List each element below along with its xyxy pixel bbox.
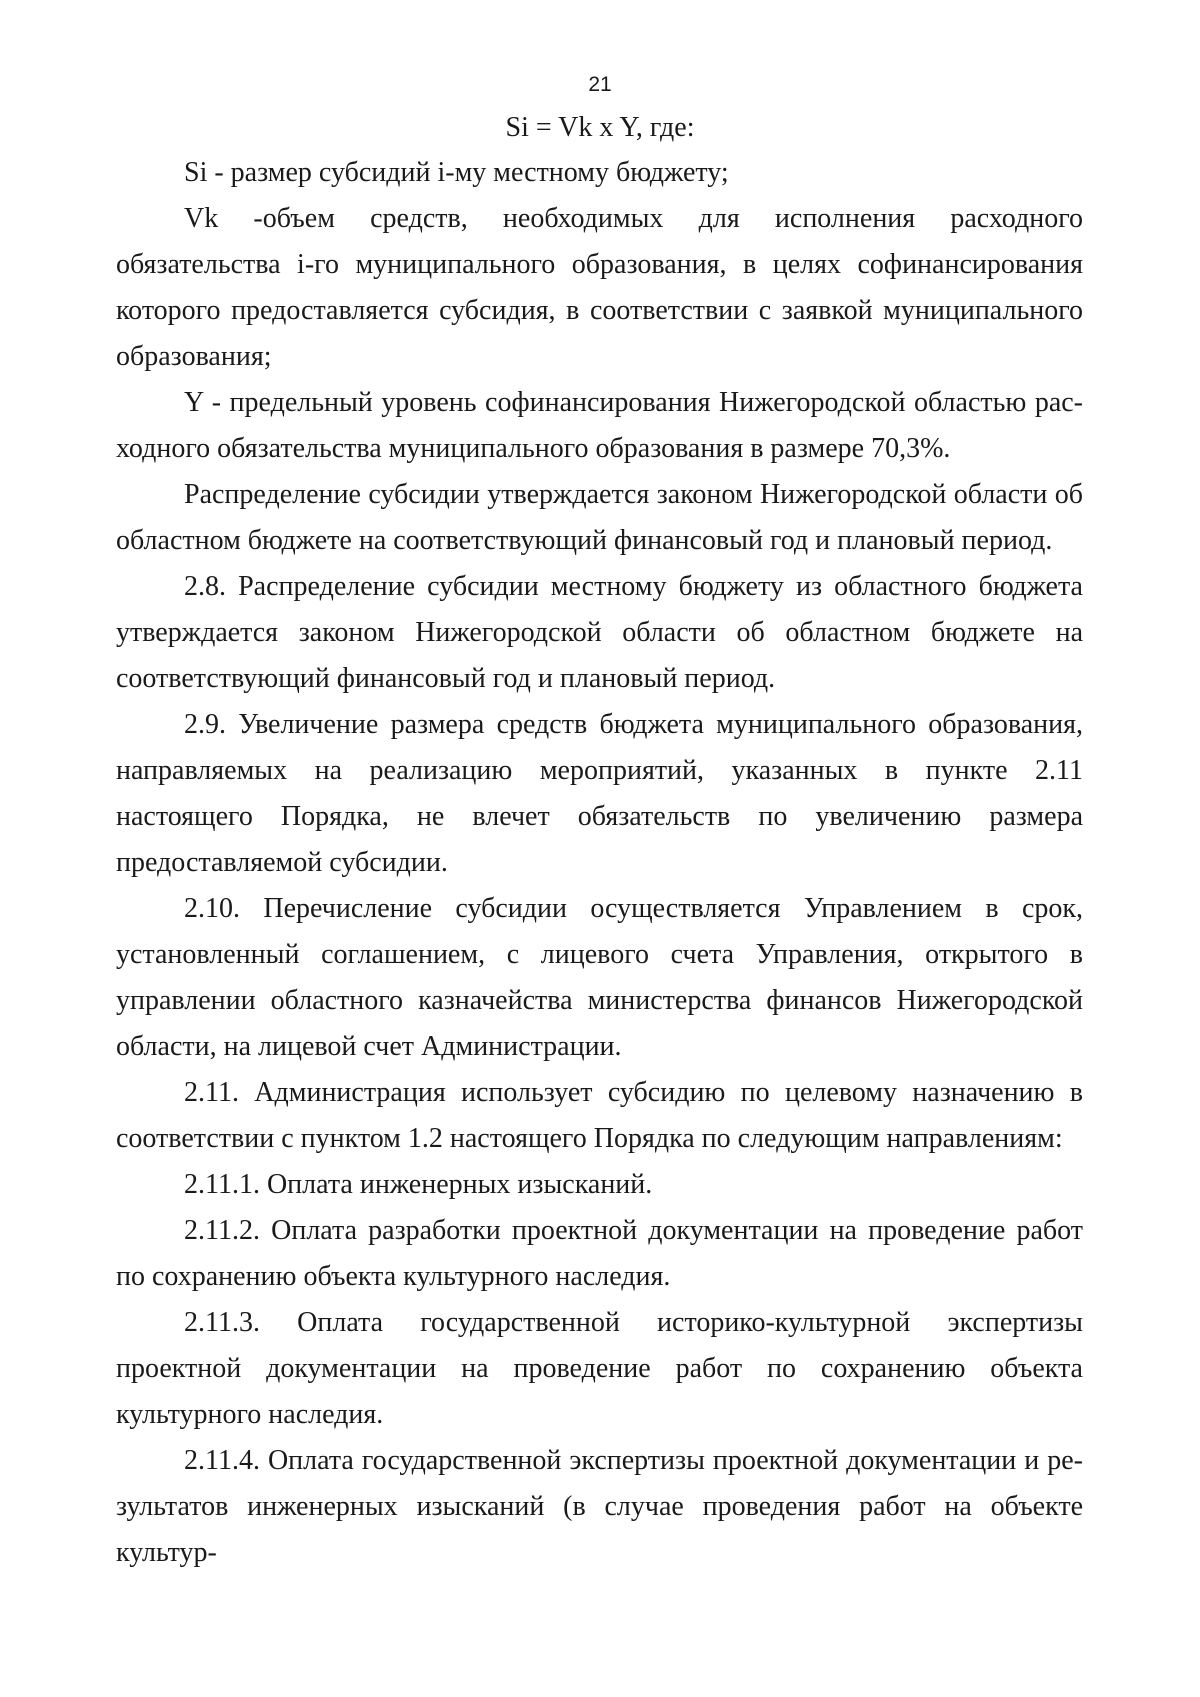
document-body xyxy=(116,150,1083,1576)
paragraph-2-8: 2.8. Распределение субсидии местному бюджету из областного бюджета утверждается законом Нижегородской области об областном бюджете на соответствующий финансовый год и плановый период. xyxy=(116,571,1083,694)
paragraph-2-11-2: 2.11.2. Оплата разработки проектной документации на проведение работ по сохранению объекта культурного наследия. xyxy=(116,1215,1083,1292)
paragraph-2-11-3: 2.11.3. Оплата государственной историко-культурной экспертизы проектной документации на проведение работ по сохранению объекта культурного наследия. xyxy=(116,1307,1083,1430)
paragraph-2-11-1: 2.11.1. Оплата инженерных изысканий. xyxy=(184,1169,653,1200)
paragraph-2-11: 2.11. Администрация использует субсидию по целевому назначению в соответствии с пунктом 1.2 настоящего Порядка по следующим направлениям: xyxy=(116,1077,1083,1154)
formula-line: Si = Vk x Y, где: xyxy=(505,112,695,143)
paragraph-y-definition: Y - предельный уровень софинансирования Нижегородской областью расходного обязательства муниципального образования в размере 70,3%. xyxy=(116,387,1083,464)
paragraph-2-10: 2.10. Перечисление субсидии осуществляется Управлением в срок, установленный соглашением, с лицевого счета Управления, открытого в управлении областного казначейства министерства финансов Нижегородской области, на лицевой счет Администрации. xyxy=(116,893,1083,1062)
paragraph-subsidy-distribution: Распределение субсидии утверждается законом Нижегородской области об областном бюджете на соответствующий финансовый год и плановый период. xyxy=(116,479,1083,556)
paragraph-2-11-4: 2.11.4. Оплата государственной экспертизы проектной документации и результатов инженерных изысканий (в случае проведения работ на объекте культур- xyxy=(116,1445,1083,1568)
paragraph-si-definition: Si - размер субсидий i-му местному бюджету; xyxy=(184,157,729,188)
paragraph-vk-definition: Vk -объем средств, необходимых для исполнения расходного обязательства i-го муниципального образования, в целях софинансирования которого предоставляется субсидия, в соответствии с заявкой муниципального образования; xyxy=(116,203,1083,372)
paragraph-2-9: 2.9. Увеличение размера средств бюджета муниципального образования, направляемых на реализацию мероприятий, указанных в пункте 2.11 настоящего Порядка, не влечет обязательств по увеличению размера предоставляемой субсидии. xyxy=(116,709,1083,878)
page-number: 21 xyxy=(588,73,612,96)
